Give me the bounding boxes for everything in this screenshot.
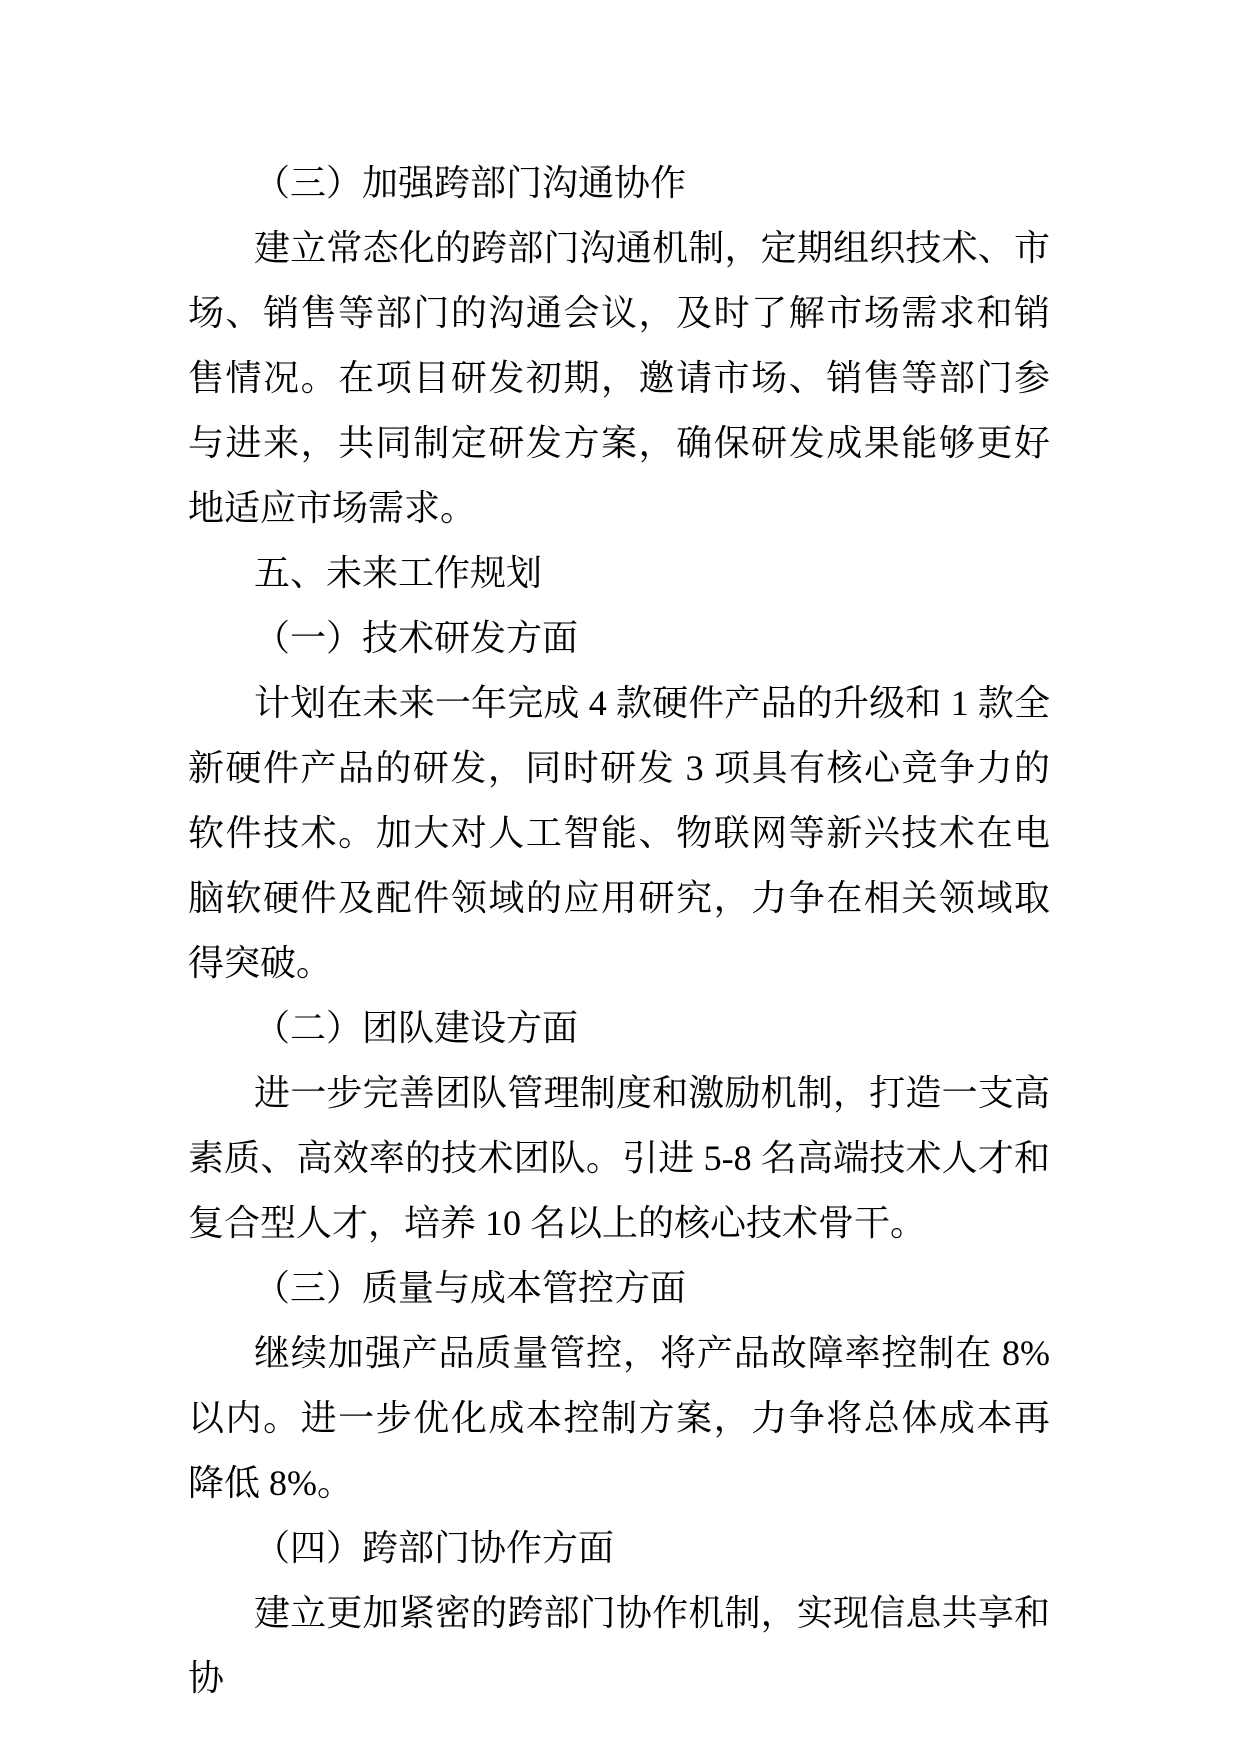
body-paragraph: 进一步完善团队管理制度和激励机制，打造一支高素质、高效率的技术团队。引进 5-8 名高端技术人才和复合型人才，培养 10 名以上的核心技术骨干。 — [188, 1073, 1050, 1243]
body-paragraph: 继续加强产品质量管控，将产品故障率控制在 8%以内。进一步优化成本控制方案，力争将总体成本再降低 8%。 — [188, 1333, 1050, 1503]
body-paragraph: 计划在未来一年完成 4 款硬件产品的升级和 1 款全新硬件产品的研发，同时研发 3 项具有核心竞争力的软件技术。加大对人工智能、物联网等新兴技术在电脑软硬件及配件领域的应用研究，力争在相关领域取得突破。 — [188, 683, 1050, 983]
section-heading: （三）质量与成本管控方面 — [254, 1268, 687, 1308]
section-heading: （二）团队建设方面 — [254, 1008, 579, 1048]
body-paragraph: 建立常态化的跨部门沟通机制，定期组织技术、市场、销售等部门的沟通会议，及时了解市场需求和销售情况。在项目研发初期，邀请市场、销售等部门参与进来，共同制定研发方案，确保研发成果能够更好地适应市场需求。 — [188, 228, 1050, 528]
section-heading: （四）跨部门协作方面 — [254, 1528, 615, 1568]
section-heading: （三）加强跨部门沟通协作 — [254, 163, 687, 203]
section-heading: （一）技术研发方面 — [254, 618, 579, 658]
section-heading: 五、未来工作规划 — [254, 553, 543, 593]
body-paragraph: 建立更加紧密的跨部门协作机制，实现信息共享和协 — [188, 1593, 1050, 1698]
